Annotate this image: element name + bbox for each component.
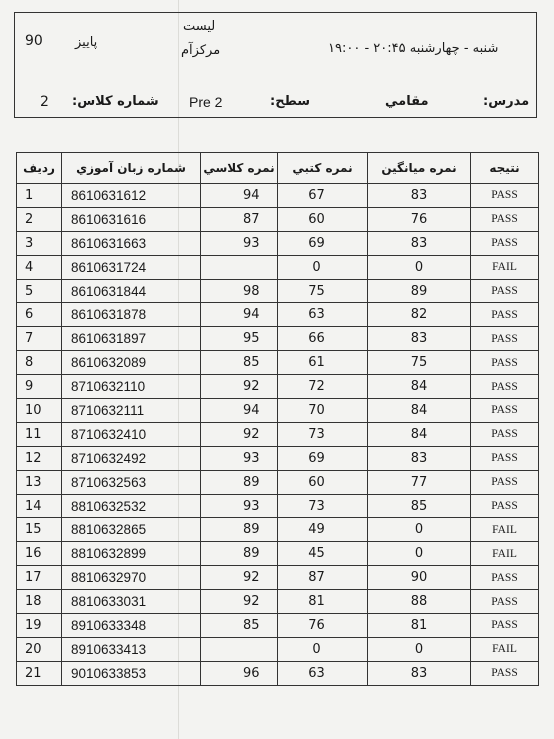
cell-index: 17 [17, 566, 62, 590]
teacher-name: مقامي [385, 94, 429, 109]
table-row [17, 327, 539, 351]
cell-written-score: 45 [278, 542, 368, 566]
cell-result: PASS [471, 470, 539, 494]
grades-table [16, 152, 539, 686]
cell-student-id: 9010633853 [62, 661, 201, 685]
class-info-header [14, 12, 537, 118]
cell-class-score: 85 [201, 351, 278, 375]
cell-average: 81 [368, 614, 471, 638]
cell-class-score: 85 [201, 614, 278, 638]
cell-index: 12 [17, 446, 62, 470]
cell-average: 0 [368, 518, 471, 542]
cell-result: PASS [471, 327, 539, 351]
cell-average: 77 [368, 470, 471, 494]
cell-class-score: 92 [201, 566, 278, 590]
col-header-student-id: شماره زبان آموزي [62, 153, 201, 184]
cell-class-score: 98 [201, 279, 278, 303]
cell-written-score: 67 [278, 184, 368, 208]
cell-student-id: 8610631878 [62, 303, 201, 327]
cell-result: PASS [471, 446, 539, 470]
cell-class-score: 94 [201, 303, 278, 327]
cell-student-id: 8810632865 [62, 518, 201, 542]
cell-written-score: 69 [278, 446, 368, 470]
cell-class-score: 96 [201, 661, 278, 685]
term-name: پاییز [75, 35, 98, 50]
cell-index: 10 [17, 399, 62, 423]
cell-index: 5 [17, 279, 62, 303]
cell-class-score: 93 [201, 446, 278, 470]
cell-written-score: 69 [278, 231, 368, 255]
cell-result: FAIL [471, 518, 539, 542]
table-row [17, 590, 539, 614]
cell-written-score: 87 [278, 566, 368, 590]
cell-class-score: 89 [201, 518, 278, 542]
cell-class-score: 94 [201, 184, 278, 208]
table-row [17, 375, 539, 399]
cell-result: PASS [471, 303, 539, 327]
cell-student-id: 8610631897 [62, 327, 201, 351]
cell-written-score: 66 [278, 327, 368, 351]
table-row [17, 661, 539, 685]
table-row [17, 518, 539, 542]
cell-student-id: 8710632563 [62, 470, 201, 494]
cell-index: 7 [17, 327, 62, 351]
table-row [17, 351, 539, 375]
table-row [17, 231, 539, 255]
cell-class-score: 87 [201, 207, 278, 231]
table-row [17, 255, 539, 279]
cell-class-score: 93 [201, 494, 278, 518]
cell-student-id: 8910633348 [62, 614, 201, 638]
col-header-index: رديف [17, 153, 62, 184]
table-row [17, 303, 539, 327]
cell-class-score [201, 255, 278, 279]
table-row [17, 422, 539, 446]
cell-written-score: 60 [278, 207, 368, 231]
cell-class-score [201, 637, 278, 661]
cell-average: 82 [368, 303, 471, 327]
cell-result: PASS [471, 661, 539, 685]
cell-index: 4 [17, 255, 62, 279]
cell-student-id: 8710632110 [62, 375, 201, 399]
cell-average: 89 [368, 279, 471, 303]
cell-result: PASS [471, 351, 539, 375]
cell-average: 84 [368, 399, 471, 423]
cell-student-id: 8710632492 [62, 446, 201, 470]
col-header-result: نتيجه [471, 153, 539, 184]
table-row [17, 399, 539, 423]
col-header-written-score: نمره كتبي [278, 153, 368, 184]
cell-written-score: 72 [278, 375, 368, 399]
cell-written-score: 61 [278, 351, 368, 375]
cell-student-id: 8610632089 [62, 351, 201, 375]
cell-written-score: 73 [278, 422, 368, 446]
cell-index: 2 [17, 207, 62, 231]
table-row [17, 184, 539, 208]
cell-average: 84 [368, 422, 471, 446]
table-row [17, 637, 539, 661]
cell-result: PASS [471, 207, 539, 231]
cell-average: 0 [368, 255, 471, 279]
cell-index: 6 [17, 303, 62, 327]
teacher-label: مدرس: [483, 94, 530, 109]
cell-result: PASS [471, 231, 539, 255]
cell-student-id: 8610631724 [62, 255, 201, 279]
col-header-average: نمره ميانگين [368, 153, 471, 184]
cell-result: PASS [471, 279, 539, 303]
cell-result: FAIL [471, 255, 539, 279]
cell-average: 83 [368, 661, 471, 685]
table-row [17, 566, 539, 590]
cell-result: PASS [471, 399, 539, 423]
col-header-class-score: نمره كلاسي [201, 153, 278, 184]
cell-average: 90 [368, 566, 471, 590]
class-number-label: شماره کلاس: [72, 94, 159, 109]
center-name: مرکزآم [181, 43, 221, 58]
cell-index: 15 [17, 518, 62, 542]
cell-student-id: 8810633031 [62, 590, 201, 614]
table-row [17, 470, 539, 494]
schedule: شنبه - چهارشنبه ۲۰:۴۵ - ۱۹:۰۰ [328, 41, 499, 56]
cell-index: 20 [17, 637, 62, 661]
cell-index: 19 [17, 614, 62, 638]
cell-student-id: 8610631844 [62, 279, 201, 303]
cell-student-id: 8810632970 [62, 566, 201, 590]
cell-index: 16 [17, 542, 62, 566]
cell-average: 83 [368, 446, 471, 470]
cell-result: FAIL [471, 542, 539, 566]
table-row [17, 494, 539, 518]
cell-student-id: 8710632111 [62, 399, 201, 423]
cell-index: 21 [17, 661, 62, 685]
cell-index: 9 [17, 375, 62, 399]
cell-result: PASS [471, 494, 539, 518]
cell-index: 8 [17, 351, 62, 375]
table-row [17, 542, 539, 566]
term-value: 90 [25, 33, 43, 49]
cell-class-score: 93 [201, 231, 278, 255]
cell-result: PASS [471, 590, 539, 614]
cell-index: 11 [17, 422, 62, 446]
cell-average: 85 [368, 494, 471, 518]
table-header-row [17, 153, 539, 184]
class-number-value: 2 [40, 94, 49, 110]
cell-student-id: 8710632410 [62, 422, 201, 446]
cell-written-score: 49 [278, 518, 368, 542]
cell-student-id: 8610631612 [62, 184, 201, 208]
cell-class-score: 89 [201, 542, 278, 566]
table-row [17, 207, 539, 231]
cell-written-score: 70 [278, 399, 368, 423]
cell-student-id: 8610631616 [62, 207, 201, 231]
table-row [17, 446, 539, 470]
cell-average: 83 [368, 327, 471, 351]
cell-student-id: 8810632532 [62, 494, 201, 518]
cell-class-score: 94 [201, 399, 278, 423]
cell-written-score: 75 [278, 279, 368, 303]
cell-average: 84 [368, 375, 471, 399]
cell-written-score: 63 [278, 303, 368, 327]
cell-written-score: 63 [278, 661, 368, 685]
cell-index: 18 [17, 590, 62, 614]
cell-average: 76 [368, 207, 471, 231]
cell-written-score: 0 [278, 255, 368, 279]
cell-class-score: 89 [201, 470, 278, 494]
cell-average: 0 [368, 637, 471, 661]
cell-class-score: 92 [201, 375, 278, 399]
cell-average: 88 [368, 590, 471, 614]
cell-average: 83 [368, 231, 471, 255]
cell-class-score: 92 [201, 590, 278, 614]
cell-average: 83 [368, 184, 471, 208]
cell-index: 1 [17, 184, 62, 208]
cell-student-id: 8910633413 [62, 637, 201, 661]
cell-result: PASS [471, 184, 539, 208]
cell-average: 75 [368, 351, 471, 375]
cell-result: PASS [471, 422, 539, 446]
cell-class-score: 95 [201, 327, 278, 351]
cell-class-score: 92 [201, 422, 278, 446]
cell-student-id: 8610631663 [62, 231, 201, 255]
cell-result: PASS [471, 566, 539, 590]
level-value: Pre 2 [189, 94, 223, 110]
cell-written-score: 0 [278, 637, 368, 661]
cell-student-id: 8810632899 [62, 542, 201, 566]
cell-written-score: 81 [278, 590, 368, 614]
cell-written-score: 76 [278, 614, 368, 638]
list-title: لیست [183, 19, 216, 34]
cell-index: 14 [17, 494, 62, 518]
cell-average: 0 [368, 542, 471, 566]
cell-result: PASS [471, 614, 539, 638]
cell-result: FAIL [471, 637, 539, 661]
table-row [17, 279, 539, 303]
level-label: سطح: [270, 94, 311, 109]
cell-written-score: 73 [278, 494, 368, 518]
cell-result: PASS [471, 375, 539, 399]
cell-index: 13 [17, 470, 62, 494]
table-row [17, 614, 539, 638]
cell-written-score: 60 [278, 470, 368, 494]
cell-index: 3 [17, 231, 62, 255]
